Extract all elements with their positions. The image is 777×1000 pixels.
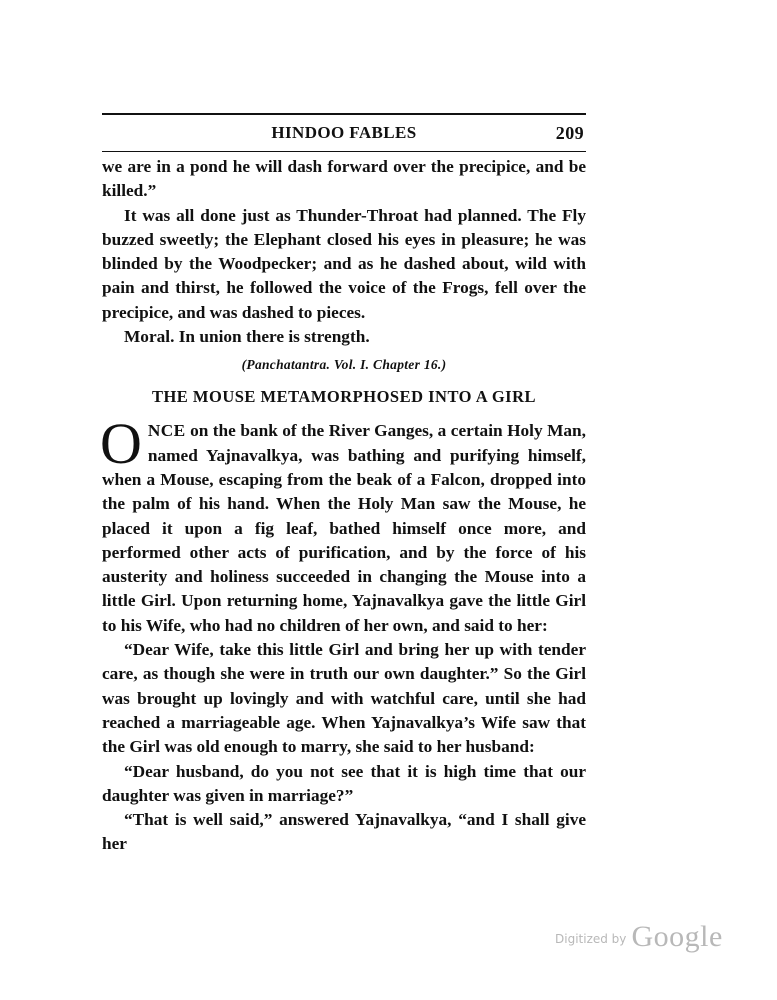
- google-logo: Google: [631, 920, 723, 953]
- source-citation: (Panchatantra. Vol. I. Chapter 16.): [241, 357, 447, 373]
- dialogue-paragraph: “Dear Wife, take this little Girl and bring her up with tender care, as though she were in truth our own daughter.” So the Girl was brought up lovingly and with watchful care, until she had reached a marriageable age. When Yajnavalkya’s Wife saw that the Girl was old enough to marry, she said to her husband:: [102, 640, 586, 757]
- page-number: 209: [555, 123, 584, 143]
- dialogue-paragraph: “That is well said,” answered Yajnavalkya, “and I shall give her: [102, 810, 586, 854]
- header-rule-top: [102, 113, 586, 115]
- running-head: [102, 117, 586, 151]
- fable-paragraph: It was all done just as Thunder-Throat had planned. The Fly buzzed sweetly; the Elephant closed his eyes in pleasure; he was blinded by the Woodpecker; and as he dashed about, wild with pain and thirst, he followed the voice of the Frogs, fell over the precipice, and was dashed to pieces.: [102, 205, 586, 322]
- continuation-paragraph: we are in a pond he will dash forward over the precipice, and be killed.”: [102, 157, 586, 201]
- running-title: HINDOO FABLES: [271, 123, 417, 142]
- section-heading: THE MOUSE METAMORPHOSED INTO A GIRL: [151, 387, 537, 407]
- book-page: [102, 113, 586, 857]
- opening-paragraph: [100, 411, 586, 638]
- watermark-prefix: Digitized by: [555, 932, 627, 946]
- digitized-watermark: [555, 920, 723, 954]
- drop-cap: O: [100, 411, 142, 477]
- moral-line: Moral. In union there is strength.: [124, 327, 370, 347]
- dialogue-paragraph: “Dear husband, do you not see that it is high time that our daughter was given in marriage?”: [102, 761, 586, 805]
- opening-caps: NCE: [147, 421, 186, 441]
- header-rule-bottom: [102, 151, 586, 152]
- opening-paragraph-text: on the bank of the River Ganges, a certain Holy Man, named Yajnavalkya, was bathing and purifying himself, when a Mouse, escaping from the beak of a Falcon, dropped into the palm of his hand. When the Holy Man saw the Mouse, he placed it upon a fig leaf, bathed himself once more, and performed other acts of purification, and by the force of his austerity and holiness succeeded in changing the Mouse into a little Girl. Upon returning home, Yajnavalkya gave the little Girl to his Wife, who had no children of her own, and said to her:: [102, 421, 586, 635]
